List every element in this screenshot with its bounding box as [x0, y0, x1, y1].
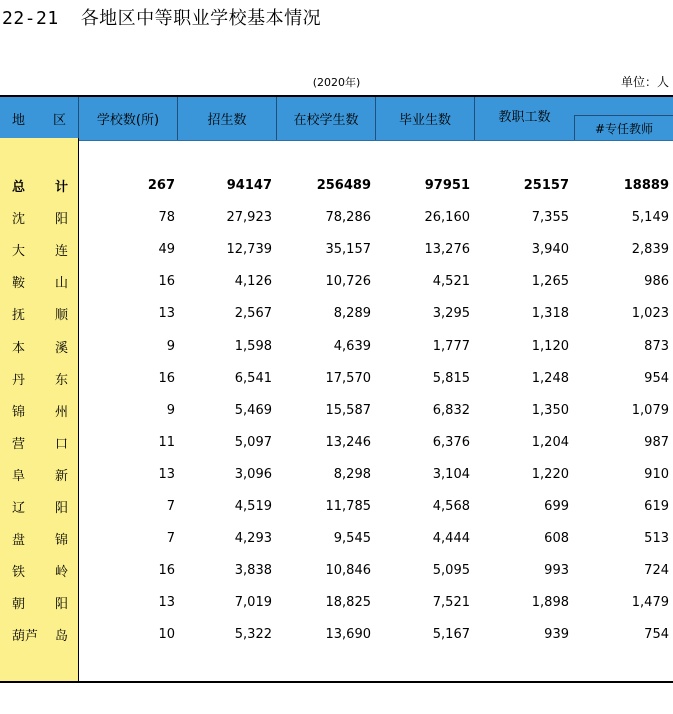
region-name — [12, 201, 68, 233]
cell-enrollment: 4,519 — [234, 498, 272, 514]
cell-graduates: 6,832 — [432, 402, 470, 418]
cell-teachers: 986 — [644, 273, 669, 289]
cell-staff: 1,220 — [531, 466, 569, 482]
cell-in-school: 18,825 — [325, 594, 371, 610]
cell-schools: 11 — [158, 434, 175, 450]
cell-enrollment: 1,598 — [234, 338, 272, 354]
cell-in-school: 9,545 — [333, 530, 371, 546]
table-title: 各地区中等职业学校基本情况 — [80, 8, 322, 29]
cell-staff: 1,318 — [531, 305, 569, 321]
region-name-last: 东 — [54, 372, 68, 388]
cell-graduates: 3,104 — [432, 466, 470, 482]
region-name — [12, 265, 68, 297]
cell-teachers: 1,023 — [631, 305, 669, 321]
cell-enrollment: 4,293 — [234, 530, 272, 546]
region-name — [12, 330, 68, 362]
cell-teachers: 1,479 — [631, 594, 669, 610]
cell-schools: 16 — [158, 370, 175, 386]
region-name-first: 盘 — [12, 532, 26, 548]
cell-schools: 13 — [158, 466, 175, 482]
cell-graduates: 4,568 — [432, 498, 470, 514]
region-name-first: 大 — [12, 243, 26, 259]
header-staff — [475, 97, 574, 140]
region-name — [12, 490, 68, 522]
header-region-a: 地 — [12, 113, 26, 128]
header-region — [0, 97, 79, 140]
cell-staff: 7,355 — [531, 209, 569, 225]
region-name-last: 溪 — [54, 340, 68, 356]
cell-graduates: 4,444 — [432, 530, 470, 546]
cell-enrollment: 27,923 — [226, 209, 272, 225]
region-name — [12, 394, 68, 426]
cell-in-school: 15,587 — [325, 402, 371, 418]
region-name-last: 州 — [54, 404, 68, 420]
cell-in-school: 8,298 — [333, 466, 371, 482]
cell-schools: 9 — [166, 402, 175, 418]
table-row — [0, 426, 673, 458]
region-name-last: 阳 — [54, 596, 68, 612]
header-graduates: 毕业生数 — [376, 97, 475, 140]
header-enrollment: 招生数 — [178, 97, 277, 140]
region-name-last: 计 — [54, 179, 68, 195]
cell-enrollment: 4,126 — [234, 273, 272, 289]
cell-staff: 1,248 — [531, 370, 569, 386]
cell-staff: 939 — [544, 626, 569, 642]
cell-schools: 16 — [158, 562, 175, 578]
cell-enrollment: 6,541 — [234, 370, 272, 386]
region-name-first: 丹 — [12, 372, 26, 388]
region-name — [12, 297, 68, 329]
cell-schools: 10 — [158, 626, 175, 642]
table-number: 22-21 — [2, 8, 59, 29]
cell-teachers: 513 — [644, 530, 669, 546]
year-note: (2020年) — [312, 76, 361, 89]
region-name-last: 口 — [54, 436, 68, 452]
cell-staff: 1,204 — [531, 434, 569, 450]
cell-in-school: 78,286 — [325, 209, 371, 225]
cell-graduates: 6,376 — [432, 434, 470, 450]
cell-teachers: 954 — [644, 370, 669, 386]
page-title — [2, 4, 321, 30]
region-name-first: 阜 — [12, 468, 26, 484]
region-name-first: 沈 — [12, 211, 26, 227]
header-staff-label: 教职工数 — [498, 110, 551, 125]
region-name-last: 新 — [54, 468, 68, 484]
cell-schools: 267 — [147, 177, 175, 193]
region-name-first: 鞍 — [12, 275, 26, 291]
cell-staff: 1,265 — [531, 273, 569, 289]
region-name — [12, 233, 68, 265]
cell-enrollment: 7,019 — [234, 594, 272, 610]
region-name-last: 岭 — [54, 564, 68, 580]
cell-in-school: 8,289 — [333, 305, 371, 321]
cell-graduates: 26,160 — [424, 209, 470, 225]
region-name-first: 营 — [12, 436, 26, 452]
cell-schools: 13 — [158, 594, 175, 610]
cell-teachers: 18889 — [623, 177, 669, 193]
region-name — [12, 554, 68, 586]
cell-teachers: 2,839 — [631, 241, 669, 257]
cell-in-school: 10,846 — [325, 562, 371, 578]
cell-enrollment: 3,096 — [234, 466, 272, 482]
region-name-first: 铁 — [12, 564, 26, 580]
cell-staff: 608 — [544, 530, 569, 546]
table-row — [0, 297, 673, 329]
cell-enrollment: 5,322 — [234, 626, 272, 642]
unit-label: 单位：人 — [620, 75, 669, 89]
table-row — [0, 330, 673, 362]
cell-graduates: 13,276 — [424, 241, 470, 257]
region-name — [12, 169, 68, 201]
cell-schools: 49 — [158, 241, 175, 257]
cell-staff: 3,940 — [531, 241, 569, 257]
table-row — [0, 490, 673, 522]
header-in-school: 在校学生数 — [277, 97, 376, 140]
cell-schools: 7 — [166, 530, 175, 546]
cell-in-school: 35,157 — [325, 241, 371, 257]
cell-schools: 7 — [166, 498, 175, 514]
cell-teachers: 754 — [644, 626, 669, 642]
table-row — [0, 233, 673, 265]
cell-staff: 699 — [544, 498, 569, 514]
cell-enrollment: 94147 — [226, 177, 272, 193]
region-name — [12, 458, 68, 490]
region-name-last: 阳 — [54, 500, 68, 516]
cell-staff: 1,898 — [531, 594, 569, 610]
cell-graduates: 3,295 — [432, 305, 470, 321]
region-name-last: 连 — [54, 243, 68, 259]
cell-enrollment: 2,567 — [234, 305, 272, 321]
region-name — [12, 522, 68, 554]
table-row — [0, 522, 673, 554]
cell-graduates: 5,815 — [432, 370, 470, 386]
cell-teachers: 619 — [644, 498, 669, 514]
region-name-first: 锦 — [12, 404, 26, 420]
table-row — [0, 458, 673, 490]
region-name — [12, 426, 68, 458]
table-row — [0, 586, 673, 618]
table-row — [0, 394, 673, 426]
cell-graduates: 4,521 — [432, 273, 470, 289]
total-row — [0, 169, 673, 201]
cell-in-school: 10,726 — [325, 273, 371, 289]
table-row — [0, 265, 673, 297]
table-row — [0, 201, 673, 233]
table-row — [0, 554, 673, 586]
region-name-first: 抚 — [12, 307, 26, 323]
table-row — [0, 362, 673, 394]
cell-enrollment: 3,838 — [234, 562, 272, 578]
cell-enrollment: 12,739 — [226, 241, 272, 257]
region-name-first: 葫芦 — [12, 628, 39, 644]
region-name-last: 顺 — [54, 307, 68, 323]
cell-graduates: 7,521 — [432, 594, 470, 610]
region-name — [12, 586, 68, 618]
cell-in-school: 11,785 — [325, 498, 371, 514]
table-bottom-rule — [0, 681, 673, 683]
region-name-last: 阳 — [54, 211, 68, 227]
cell-graduates: 1,777 — [432, 338, 470, 354]
region-name — [12, 618, 68, 650]
cell-in-school: 13,690 — [325, 626, 371, 642]
region-name-first: 总 — [12, 179, 26, 195]
region-name-first: 辽 — [12, 500, 26, 516]
cell-in-school: 17,570 — [325, 370, 371, 386]
cell-enrollment: 5,097 — [234, 434, 272, 450]
cell-in-school: 256489 — [316, 177, 371, 193]
cell-graduates: 97951 — [424, 177, 470, 193]
cell-schools: 16 — [158, 273, 175, 289]
region-name-last: 锦 — [54, 532, 68, 548]
region-name-first: 本 — [12, 340, 26, 356]
cell-teachers: 724 — [644, 562, 669, 578]
cell-schools: 13 — [158, 305, 175, 321]
cell-staff: 1,120 — [531, 338, 569, 354]
cell-enrollment: 5,469 — [234, 402, 272, 418]
header-schools: 学校数(所) — [79, 97, 178, 140]
header-full-time-teachers: #专任教师 — [574, 115, 673, 140]
cell-teachers: 910 — [644, 466, 669, 482]
cell-schools: 9 — [166, 338, 175, 354]
cell-in-school: 4,639 — [333, 338, 371, 354]
cell-teachers: 1,079 — [631, 402, 669, 418]
cell-in-school: 13,246 — [325, 434, 371, 450]
cell-teachers: 873 — [644, 338, 669, 354]
region-name-first: 朝 — [12, 596, 26, 612]
cell-schools: 78 — [158, 209, 175, 225]
cell-teachers: 987 — [644, 434, 669, 450]
region-name — [12, 362, 68, 394]
region-name-last: 山 — [54, 275, 68, 291]
cell-graduates: 5,167 — [432, 626, 470, 642]
cell-staff: 993 — [544, 562, 569, 578]
cell-staff: 25157 — [523, 177, 569, 193]
table-header — [0, 95, 673, 141]
cell-teachers: 5,149 — [631, 209, 669, 225]
table-row — [0, 618, 673, 650]
cell-staff: 1,350 — [531, 402, 569, 418]
region-name-last: 岛 — [54, 628, 68, 644]
cell-graduates: 5,095 — [432, 562, 470, 578]
header-region-b: 区 — [52, 113, 66, 128]
